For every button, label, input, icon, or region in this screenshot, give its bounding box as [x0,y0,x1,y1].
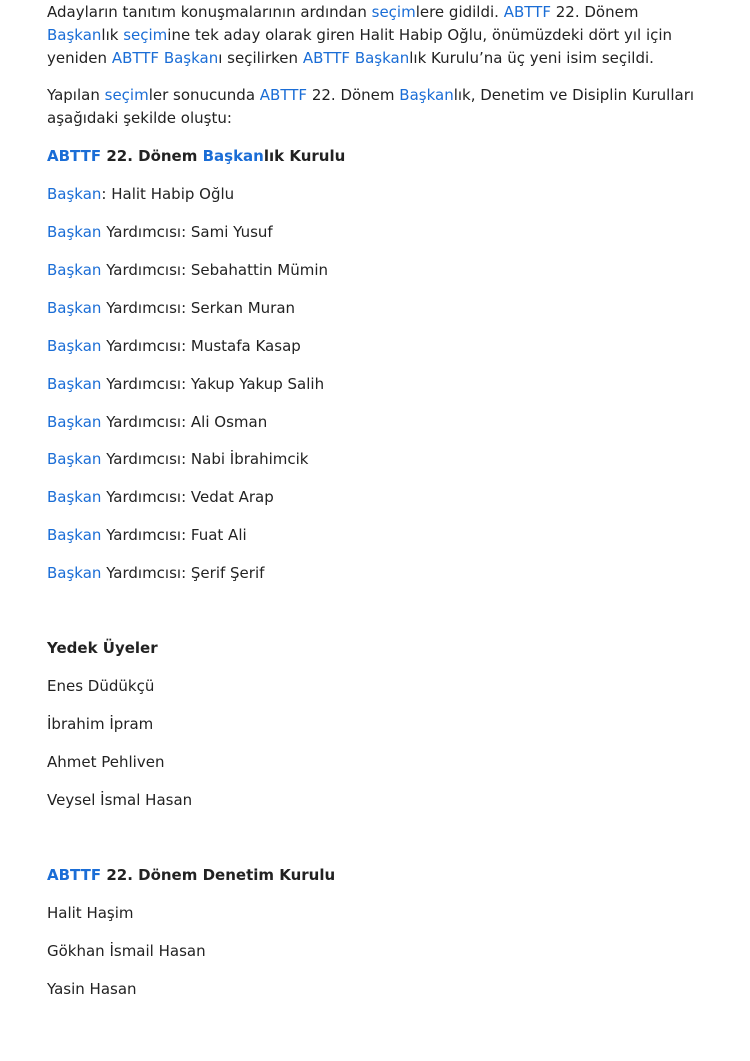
tag-link-baskan[interactable]: Başkan [47,336,102,355]
text-fragment: ler sonucunda [148,86,260,104]
vice-label: Yardımcısı: [101,488,191,507]
text-fragment: lık [101,26,124,44]
text-fragment: lık Kurulu’na üç yeni isim seçildi. [409,49,654,67]
tag-link-baskan[interactable]: Başkan [47,223,102,241]
vice-label: Yardımcısı: [101,260,191,279]
tag-link-baskan[interactable]: Başkan [202,147,264,165]
vice-president-name: Yakup Yakup Salih [190,374,325,393]
tag-link-abttf[interactable]: ABTTF [503,3,551,21]
text-fragment: 22. Dönem [101,147,203,165]
president-name: : Halit Habip Oğlu [101,185,235,203]
text-fragment: ine tek aday olarak giren Halit Habip Oğlu, önümüzdeki dört yıl için yeniden [47,26,673,67]
vice-president-name: Ali Osman [190,412,268,431]
vice-label: Yardımcısı: [101,564,191,583]
vice-president-name: Mustafa Kasap [190,336,301,355]
vice-president-line [47,449,707,469]
vice-president-line [47,525,707,545]
tag-link-secim[interactable]: seçim [104,86,149,104]
vice-president-line [47,374,707,394]
tag-link-baskan[interactable]: Başkan [47,26,102,44]
vice-president-line [47,260,707,280]
audit-member-name: Gökhan İsmail Hasan [47,942,206,960]
tag-link-baskan[interactable]: Başkan [47,564,102,583]
substitute-member-name: Enes Düdükçü [47,677,155,695]
vice-president-line [47,412,707,432]
vice-president-name: Vedat Arap [190,488,274,507]
substitute-member-name: Ahmet Pehliven [47,752,165,771]
vice-president-name: Şerif Şerif [190,564,265,583]
audit-member-name: Yasin Hasan [47,980,137,998]
vice-president-name: Serkan Muran [190,298,296,317]
text-fragment: 22. Dönem [307,86,400,104]
tag-link-abttf-baskan[interactable]: ABTTF Başkan [302,49,410,67]
tag-link-baskan[interactable]: Başkan [47,298,102,317]
vice-president-name: Fuat Ali [190,526,247,545]
tag-link-baskan[interactable]: Başkan [399,86,454,104]
text-fragment: 22. Dönem [550,3,639,21]
vice-president-name: Sebahattin Mümin [190,260,329,279]
tag-link-abttf[interactable]: ABTTF [259,86,308,104]
tag-link-secim[interactable]: seçim [123,26,168,44]
text-fragment: 22. Dönem Denetim Kurulu [101,866,336,884]
vice-label: Yardımcısı: [101,412,191,431]
intro-paragraph-2 [47,84,707,130]
text-fragment: Adayların tanıtım konuşmalarının ardından [47,3,372,21]
tag-link-abttf-baskan[interactable]: ABTTF Başkan [111,49,219,67]
vice-label: Yardımcısı: [101,223,191,241]
tag-link-abttf[interactable]: ABTTF [47,147,102,165]
vice-president-line [47,222,707,242]
baskanlik-kurulu-heading [47,146,707,166]
tag-link-baskan[interactable]: Başkan [47,260,102,279]
president-line [47,184,707,204]
vice-president-line [47,487,707,507]
text-fragment: Yapılan [47,86,105,104]
audit-member-name: Halit Haşim [47,904,134,922]
vice-president-line [47,298,707,318]
tag-link-baskan[interactable]: Başkan [47,526,102,545]
tag-link-baskan[interactable]: Başkan [47,488,102,507]
tag-link-abttf[interactable]: ABTTF [47,866,102,884]
text-fragment: lere gidildi. [415,3,504,21]
vice-label: Yardımcısı: [101,374,191,393]
tag-link-baskan[interactable]: Başkan [47,450,102,469]
intro-paragraph-1 [47,1,707,70]
text-fragment: lık Kurulu [263,147,346,165]
substitute-member-name: İbrahim İpram [47,714,154,733]
vice-label: Yardımcısı: [101,526,191,545]
vice-label: Yardımcısı: [101,336,191,355]
tag-link-baskan[interactable]: Başkan [47,412,102,431]
yedek-uyeler-heading: Yedek Üyeler [47,639,158,657]
tag-link-secim[interactable]: seçim [371,3,416,21]
tag-link-baskan[interactable]: Başkan [47,374,102,393]
denetim-kurulu-heading [47,865,707,885]
tag-link-baskan[interactable]: Başkan [47,185,102,203]
vice-president-line [47,563,707,583]
vice-label: Yardımcısı: [101,450,191,469]
vice-president-name: Nabi İbrahimcik [190,450,309,469]
substitute-member-name: Veysel İsmal Hasan [47,790,193,809]
vice-president-name: Sami Yusuf [190,223,273,241]
vice-label: Yardımcısı: [101,298,191,317]
text-fragment: ı seçilirken [218,49,303,67]
text-fragment: lık, Denetim ve Disiplin Kurulları aşağıdaki şekilde oluştu: [47,86,695,127]
vice-president-line [47,336,707,356]
